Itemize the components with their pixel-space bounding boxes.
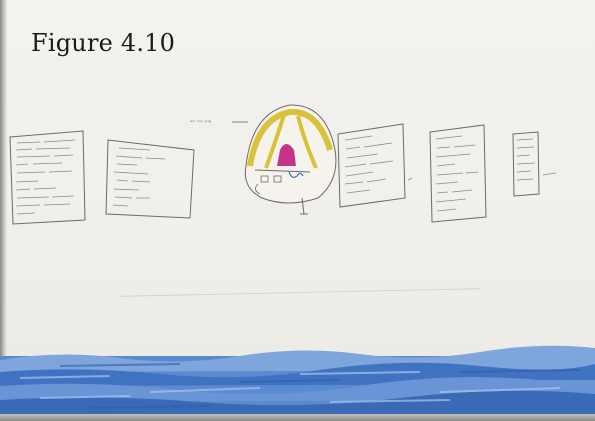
figure-caption: Figure 4.10 bbox=[31, 29, 176, 57]
sheet-of-paper-icon bbox=[513, 132, 556, 196]
sea-icon bbox=[0, 346, 595, 416]
sail-boat-icon bbox=[190, 105, 336, 214]
sheet-of-paper-icon bbox=[338, 124, 412, 207]
sheet-of-paper-icon bbox=[106, 140, 194, 218]
paper-edge-bottom bbox=[0, 414, 595, 421]
sheet-of-paper-icon bbox=[10, 131, 85, 224]
svg-text:ᵃᵐ ᵗᵒᵒ ᵖⁱᵍ: ᵃᵐ ᵗᵒᵒ ᵖⁱᵍ bbox=[190, 120, 211, 126]
sheet-of-paper-icon bbox=[430, 125, 486, 222]
